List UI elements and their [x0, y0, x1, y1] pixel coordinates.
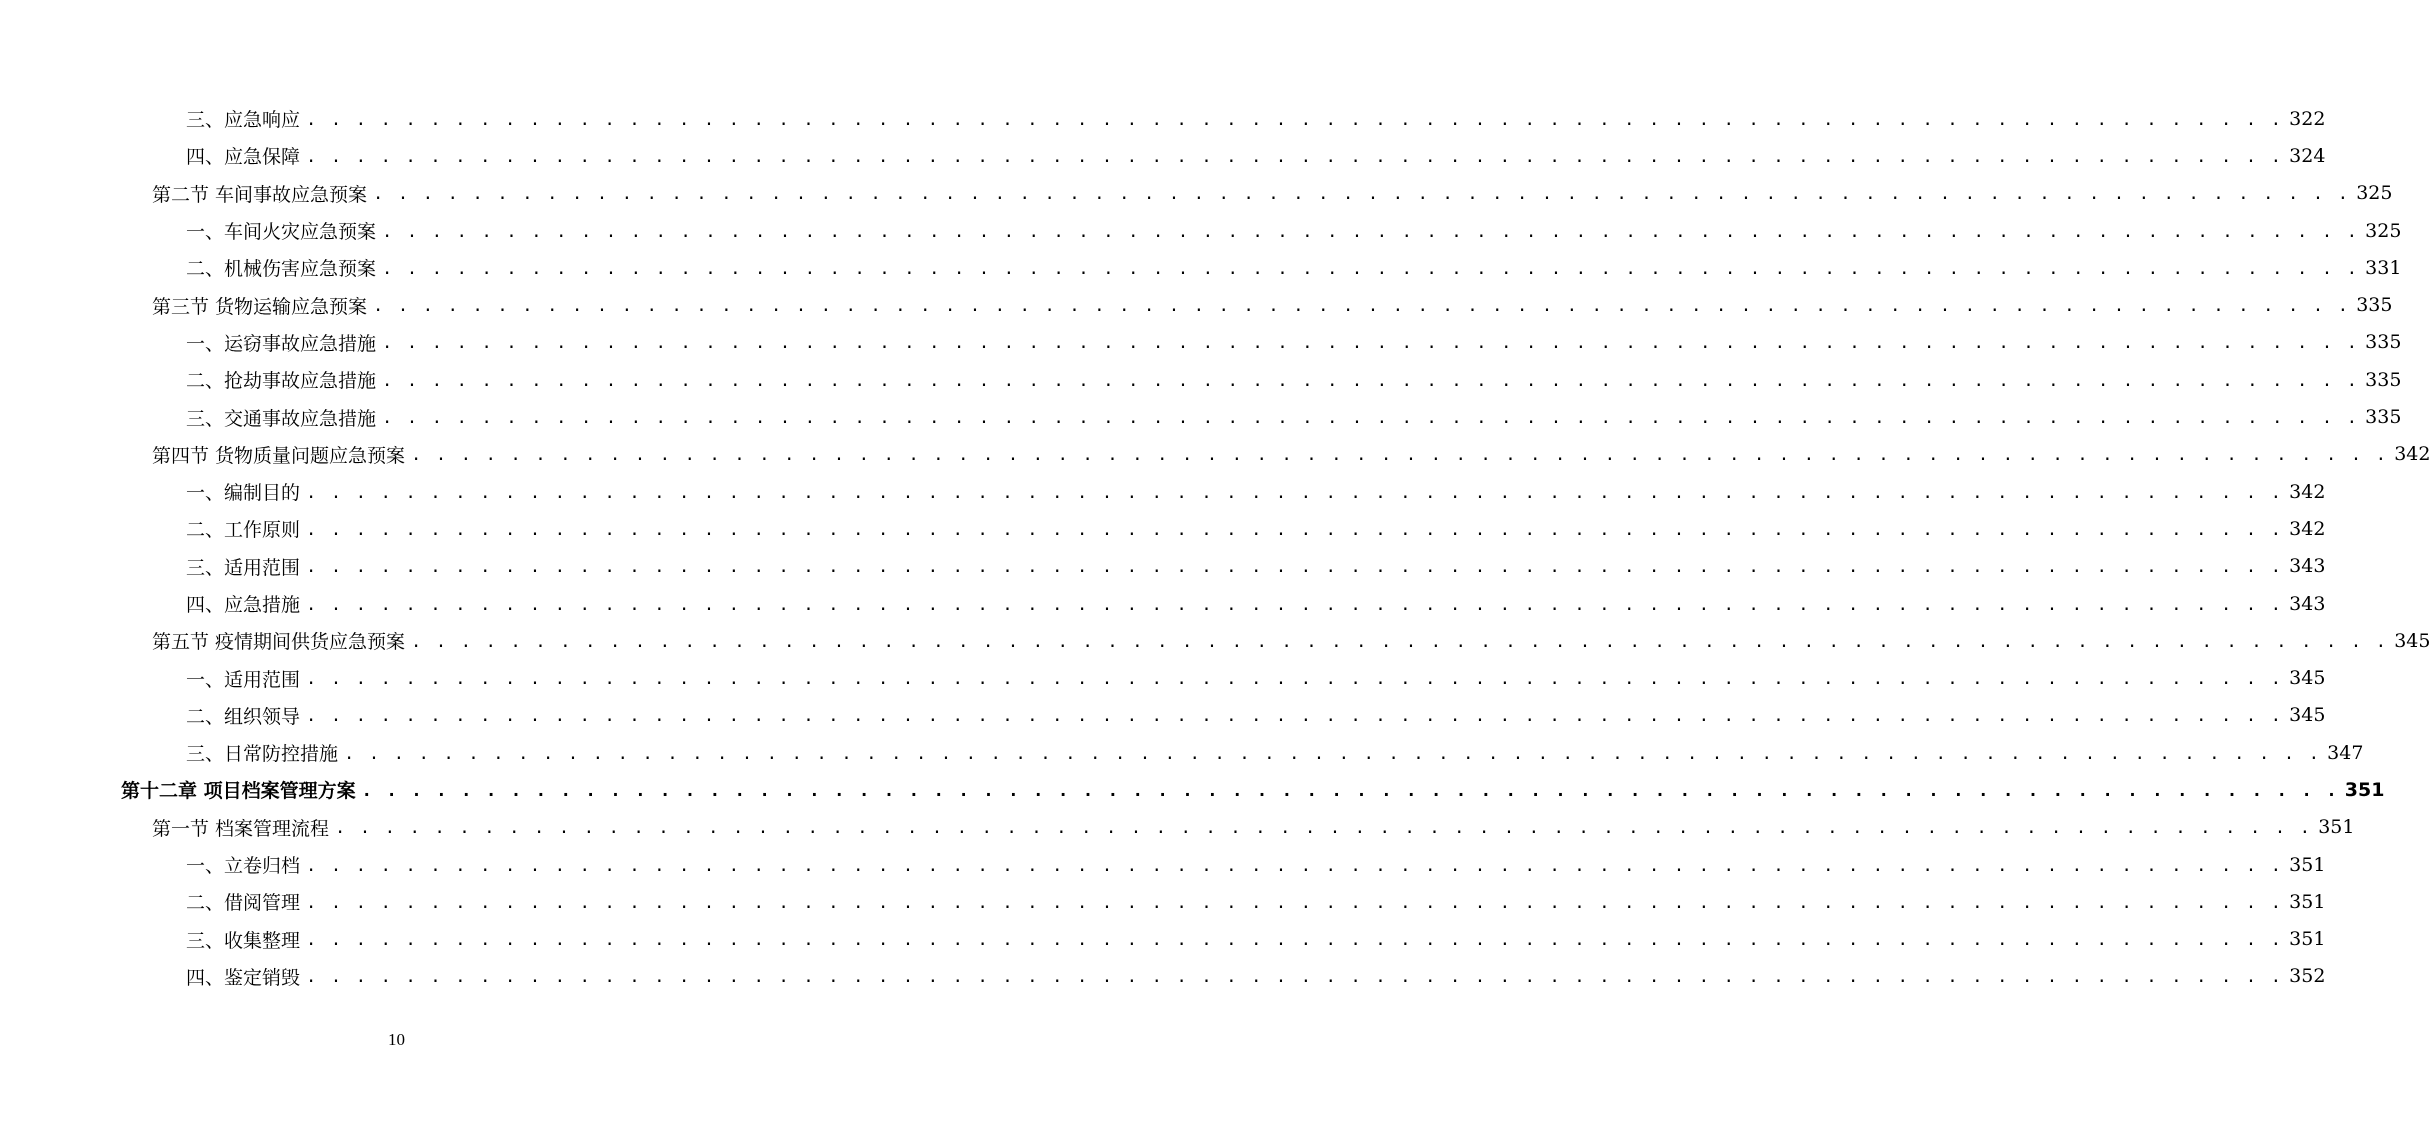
- dot-leader: . . . . . . . . . . . . . . . . . . . . . . . . . . . . . . . . . . . . . . . . . . . . . . . . . . . . . . . . . . . . . . . . . . . . . . . . . . . . . . . .: [306, 892, 2284, 913]
- toc-entry-page: 335: [2365, 368, 2402, 391]
- toc-entry-page: 351: [2289, 853, 2326, 876]
- dot-leader: . . . . . . . . . . . . . . . . . . . . . . . . . . . . . . . . . . . . . . . . . . . . . . . . . . . . . . . . . . . . . . . . . . . . . . . . . . . . . . . .: [382, 221, 2360, 242]
- dot-leader: . . . . . . . . . . . . . . . . . . . . . . . . . . . . . . . . . . . . . . . . . . . . . . . . . . . . . . . . . . . . . . . . . . . . . . . . . . . . . . . .: [411, 631, 2389, 652]
- toc-subsection-entry[interactable]: [0, 883, 2326, 920]
- toc-entry-title: 一、运窃事故应急措施: [186, 329, 382, 356]
- dot-leader: . . . . . . . . . . . . . . . . . . . . . . . . . . . . . . . . . . . . . . . . . . . . . . . . . . . . . . . . . . . . . . . . . . . . . . . . . . . . . . . .: [344, 743, 2322, 764]
- dot-leader: . . . . . . . . . . . . . . . . . . . . . . . . . . . . . . . . . . . . . . . . . . . . . . . . . . . . . . . . . . . . . . . . . . . . . . . . . . . . . . . .: [382, 333, 2360, 354]
- toc-entry-page: 331: [2365, 256, 2402, 279]
- toc-entry-page: 352: [2289, 965, 2326, 988]
- dot-leader: . . . . . . . . . . . . . . . . . . . . . . . . . . . . . . . . . . . . . . . . . . . . . . . . . . . . . . . . . . . . . . . . . . . . . . . . . . . . . . . .: [373, 184, 2351, 205]
- toc-subsection-entry[interactable]: [0, 100, 2326, 137]
- toc-entry-title: 三、适用范围: [186, 553, 306, 580]
- toc-subsection-entry[interactable]: [0, 659, 2326, 696]
- toc-section-entry[interactable]: [0, 809, 2355, 846]
- toc-entry-page: 335: [2356, 294, 2393, 317]
- dot-leader: . . . . . . . . . . . . . . . . . . . . . . . . . . . . . . . . . . . . . . . . . . . . . . . . . . . . . . . . . . . . . . . . . . . . . . . . . . . . . . . .: [306, 967, 2284, 988]
- dot-leader: . . . . . . . . . . . . . . . . . . . . . . . . . . . . . . . . . . . . . . . . . . . . . . . . . . . . . . . . . . . . . . . . . . . . . . . . . . . . . . . .: [335, 818, 2313, 839]
- toc-entry-title: 第二节 车间事故应急预案: [152, 180, 373, 207]
- dot-leader: . . . . . . . . . . . . . . . . . . . . . . . . . . . . . . . . . . . . . . . . . . . . . . . . . . . . . . . . . . . . . . . . . . . . . . . . . . . . . . . .: [373, 296, 2351, 317]
- toc-entry-page: 345: [2289, 704, 2326, 727]
- toc-entry-page: 351: [2289, 890, 2326, 913]
- toc-entry-page: 343: [2289, 592, 2326, 615]
- toc-entry-page: 335: [2365, 331, 2402, 354]
- dot-leader: . . . . . . . . . . . . . . . . . . . . . . . . . . . . . . . . . . . . . . . . . . . . . . . . . . . . . . . . . . . . . . . . . . . . . . . . . . . . . . . .: [306, 519, 2284, 540]
- toc-subsection-entry[interactable]: [0, 697, 2326, 734]
- toc-entry-title: 二、工作原则: [186, 515, 306, 542]
- dot-leader: . . . . . . . . . . . . . . . . . . . . . . . . . . . . . . . . . . . . . . . . . . . . . . . . . . . . . . . . . . . . . . . . . . . . . . . . . . . . . . . .: [306, 855, 2284, 876]
- dot-leader: . . . . . . . . . . . . . . . . . . . . . . . . . . . . . . . . . . . . . . . . . . . . . . . . . . . . . . . . . . . . . . . . . . . . . . . . . . . . . . . .: [382, 370, 2360, 391]
- toc-entry-page: 345: [2394, 629, 2430, 652]
- toc-entry-title: 三、收集整理: [186, 926, 306, 953]
- toc-entry-title: 三、日常防控措施: [186, 739, 344, 766]
- toc-entry-page: 325: [2365, 219, 2402, 242]
- dot-leader: . . . . . . . . . . . . . . . . . . . . . . . . . . . . . . . . . . . . . . . . . . . . . . . . . . . . . . . . . . . . . . . . . . . . . . . . . . . . . . . .: [306, 109, 2284, 130]
- toc-subsection-entry[interactable]: [0, 548, 2326, 585]
- toc-subsection-entry[interactable]: [0, 846, 2326, 883]
- toc-section-entry[interactable]: [0, 622, 2430, 659]
- toc-entry-page: 335: [2365, 406, 2402, 429]
- toc-entry-title: 二、抢劫事故应急措施: [186, 366, 382, 393]
- toc-entry-page: 345: [2289, 667, 2326, 690]
- toc-subsection-entry[interactable]: [0, 473, 2326, 510]
- toc-entry-page: 351: [2289, 928, 2326, 951]
- dot-leader: . . . . . . . . . . . . . . . . . . . . . . . . . . . . . . . . . . . . . . . . . . . . . . . . . . . . . . . . . . . . . . . . . . . . . . . . . . . . . . . .: [306, 669, 2284, 690]
- toc-subsection-entry[interactable]: [0, 249, 2402, 286]
- toc-entry-title: 四、应急措施: [186, 590, 306, 617]
- toc-entry-title: 三、交通事故应急措施: [186, 404, 382, 431]
- toc-entry-title: 二、借阅管理: [186, 888, 306, 915]
- toc-entry-title: 一、车间火灾应急预案: [186, 217, 382, 244]
- toc-entry-title: 一、编制目的: [186, 478, 306, 505]
- dot-leader: . . . . . . . . . . . . . . . . . . . . . . . . . . . . . . . . . . . . . . . . . . . . . . . . . . . . . . . . . . . . . . . . . . . . . . . . . . . . . . . .: [306, 594, 2284, 615]
- dot-leader: . . . . . . . . . . . . . . . . . . . . . . . . . . . . . . . . . . . . . . . . . . . . . . . . . . . . . . . . . . . . . . . . . . . . . . . . . . . . . . . .: [306, 557, 2284, 578]
- toc-subsection-entry[interactable]: [0, 585, 2326, 622]
- toc-entry-page: 342: [2289, 517, 2326, 540]
- toc-entry-page: 322: [2289, 107, 2326, 130]
- toc-entry-title: 二、机械伤害应急预案: [186, 254, 382, 281]
- toc-entry-page: 342: [2394, 443, 2430, 466]
- toc-entry-title: 四、应急保障: [186, 142, 306, 169]
- toc-entry-page: 351: [2318, 816, 2355, 839]
- dot-leader: . . . . . . . . . . . . . . . . . . . . . . . . . . . . . . . . . . . . . . . . . . . . . . . . . . . . . . . . . . . . . . . . . . . . . . . . . . . . . . . .: [411, 445, 2389, 466]
- dot-leader: . . . . . . . . . . . . . . . . . . . . . . . . . . . . . . . . . . . . . . . . . . . . . . . . . . . . . . . . . . . . . . . . . . . . . . . . . . . . . . . .: [361, 780, 2339, 801]
- toc-subsection-entry[interactable]: [0, 361, 2402, 398]
- toc-subsection-entry[interactable]: [0, 958, 2326, 995]
- toc-entry-page: 351: [2344, 778, 2385, 801]
- toc-subsection-entry[interactable]: [0, 324, 2402, 361]
- page-number: 10: [388, 1030, 405, 1049]
- dot-leader: . . . . . . . . . . . . . . . . . . . . . . . . . . . . . . . . . . . . . . . . . . . . . . . . . . . . . . . . . . . . . . . . . . . . . . . . . . . . . . . .: [306, 930, 2284, 951]
- dot-leader: . . . . . . . . . . . . . . . . . . . . . . . . . . . . . . . . . . . . . . . . . . . . . . . . . . . . . . . . . . . . . . . . . . . . . . . . . . . . . . . .: [306, 146, 2284, 167]
- toc-entry-title: 第五节 疫情期间供货应急预案: [152, 627, 411, 654]
- toc-section-entry[interactable]: [0, 175, 2393, 212]
- toc-entry-page: 343: [2289, 555, 2326, 578]
- toc-entry-title: 第三节 货物运输应急预案: [152, 292, 373, 319]
- toc-subsection-entry[interactable]: [0, 212, 2402, 249]
- dot-leader: . . . . . . . . . . . . . . . . . . . . . . . . . . . . . . . . . . . . . . . . . . . . . . . . . . . . . . . . . . . . . . . . . . . . . . . . . . . . . . . .: [306, 706, 2284, 727]
- toc-entry-title: 四、鉴定销毁: [186, 963, 306, 990]
- toc-subsection-entry[interactable]: [0, 510, 2326, 547]
- toc-entry-title: 三、应急响应: [186, 105, 306, 132]
- toc-entry-title: 第十二章 项目档案管理方案: [121, 776, 362, 803]
- toc-section-entry[interactable]: [0, 436, 2430, 473]
- dot-leader: . . . . . . . . . . . . . . . . . . . . . . . . . . . . . . . . . . . . . . . . . . . . . . . . . . . . . . . . . . . . . . . . . . . . . . . . . . . . . . . .: [382, 408, 2360, 429]
- toc-entry-page: 325: [2356, 182, 2393, 205]
- toc-entry-page: 347: [2327, 741, 2364, 764]
- toc-entry-title: 一、立卷归档: [186, 851, 306, 878]
- toc-entry-title: 第一节 档案管理流程: [152, 814, 335, 841]
- toc-subsection-entry[interactable]: [0, 398, 2402, 435]
- toc-subsection-entry[interactable]: [0, 734, 2364, 771]
- table-of-contents: [0, 100, 2430, 995]
- dot-leader: . . . . . . . . . . . . . . . . . . . . . . . . . . . . . . . . . . . . . . . . . . . . . . . . . . . . . . . . . . . . . . . . . . . . . . . . . . . . . . . .: [306, 482, 2284, 503]
- toc-subsection-entry[interactable]: [0, 137, 2326, 174]
- toc-chapter-entry[interactable]: [0, 771, 2385, 808]
- toc-section-entry[interactable]: [0, 286, 2393, 323]
- toc-subsection-entry[interactable]: [0, 921, 2326, 958]
- toc-entry-page: 342: [2289, 480, 2326, 503]
- toc-entry-title: 二、组织领导: [186, 702, 306, 729]
- dot-leader: . . . . . . . . . . . . . . . . . . . . . . . . . . . . . . . . . . . . . . . . . . . . . . . . . . . . . . . . . . . . . . . . . . . . . . . . . . . . . . . .: [382, 258, 2360, 279]
- toc-entry-title: 第四节 货物质量问题应急预案: [152, 441, 411, 468]
- toc-entry-page: 324: [2289, 144, 2326, 167]
- toc-entry-title: 一、适用范围: [186, 665, 306, 692]
